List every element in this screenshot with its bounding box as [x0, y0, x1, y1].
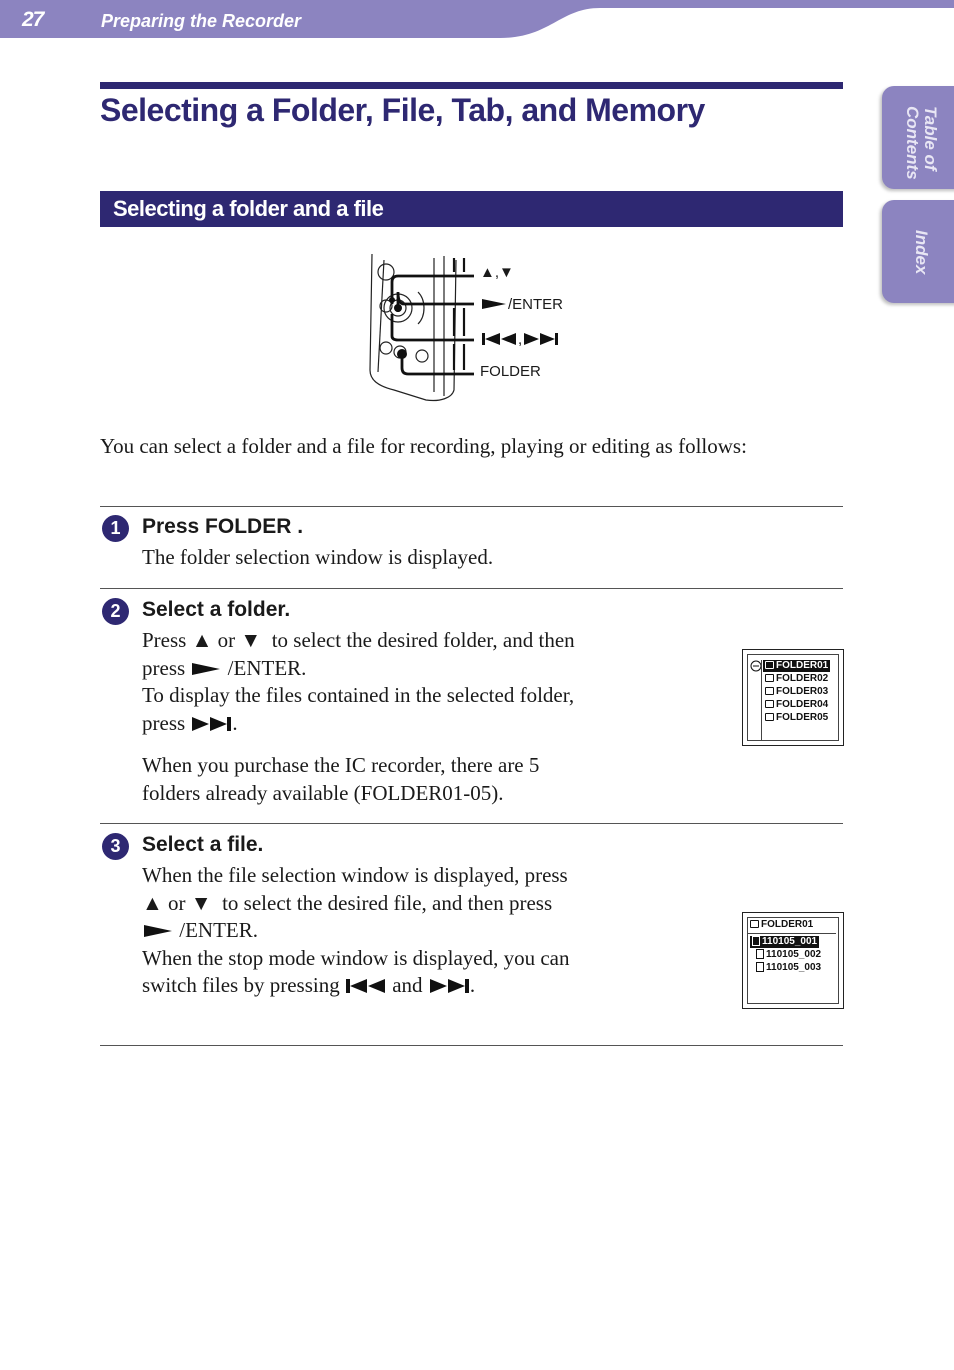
tab-toc-label-line2: Contents — [903, 106, 922, 180]
step-2-line-6: folders already available (FOLDER01-05). — [142, 780, 504, 805]
t: to select the desired file, and then press — [222, 890, 553, 915]
label-skip — [480, 331, 560, 348]
t: Press — [142, 628, 187, 652]
tree-line — [761, 660, 762, 740]
lcd-file-item — [756, 949, 821, 961]
t: /ENTER. — [179, 918, 258, 942]
label-play-enter — [480, 296, 563, 313]
next-track-icon — [190, 716, 232, 732]
lcd-folder-item — [765, 673, 828, 685]
lcd-folder-item — [763, 660, 830, 672]
file-name: 110105_003 — [766, 962, 822, 973]
down-arrow-icon: ▼ — [499, 264, 514, 281]
tab-index[interactable] — [882, 200, 954, 303]
divider-4 — [100, 1045, 843, 1046]
tab-table-of-contents[interactable] — [882, 86, 954, 189]
step-3-line-1: When the file selection window is displayed, press — [142, 863, 568, 887]
step-3-line-5 — [142, 972, 632, 1000]
folder-name: FOLDER01 — [761, 919, 814, 930]
file-name: 110105_001 — [762, 936, 818, 947]
page-header — [0, 0, 954, 40]
step-1-text: The folder selection window is displayed. — [142, 545, 494, 569]
t: and — [392, 973, 423, 997]
step-1-title: Press FOLDER . — [142, 515, 304, 538]
folder-name: FOLDER05 — [776, 712, 829, 723]
tab-toc-label — [903, 106, 939, 180]
step-3-number: 3 — [102, 833, 129, 860]
t: /ENTER. — [227, 655, 307, 680]
divider-1 — [100, 506, 843, 507]
t: or — [168, 890, 186, 915]
step-3-body — [142, 862, 632, 1000]
down-arrow-icon: ▼ — [240, 628, 262, 652]
step-2-line-3: To display the files contained in the selected folder, — [142, 683, 575, 707]
step-3-title: Select a file. — [142, 833, 264, 856]
label-comma: , — [494, 264, 500, 281]
folder-name: FOLDER02 — [776, 673, 829, 684]
step-2-line-2 — [142, 655, 632, 683]
header-section-title: Preparing the Recorder — [101, 11, 302, 31]
step-1-body — [142, 544, 632, 572]
step-3-line-2 — [142, 890, 632, 918]
intro-text: You can select a folder and a file for recording, playing or editing as follows: — [100, 434, 747, 458]
previous-track-icon — [345, 978, 387, 994]
lcd-file-item — [750, 936, 819, 948]
step-2-number: 2 — [102, 598, 129, 625]
step-2-line-1 — [142, 627, 632, 655]
t: or — [217, 628, 236, 652]
play-icon — [190, 661, 222, 677]
section-heading: Selecting a folder and a file — [113, 196, 384, 221]
tab-toc-label-line1: Table of — [921, 106, 940, 171]
t: to select the desired folder, and then — [271, 628, 575, 652]
lcd-folder-item — [765, 699, 828, 711]
folder-name: FOLDER03 — [776, 686, 829, 697]
lcd-file-item — [756, 962, 821, 974]
label-folder: FOLDER — [480, 363, 541, 380]
lcd-folder-item — [765, 712, 828, 724]
header-divider — [748, 933, 836, 934]
page-title: Selecting a Folder, File, Tab, and Memory — [100, 92, 705, 128]
up-arrow-icon: ▲ — [191, 628, 213, 652]
lcd-folder-item — [765, 686, 828, 698]
lcd-file-list — [742, 912, 844, 1009]
previous-track-icon — [480, 332, 518, 346]
t: . — [232, 710, 238, 735]
next-track-icon — [428, 978, 470, 994]
step-2-body — [142, 627, 632, 807]
folder-icon — [765, 674, 774, 682]
play-icon — [480, 297, 508, 311]
divider-2 — [100, 588, 843, 589]
folder-icon — [765, 661, 774, 669]
recorder-illustration — [364, 252, 584, 404]
folder-icon — [765, 700, 774, 708]
lcd-folder-header — [750, 919, 813, 931]
t: press — [142, 710, 186, 735]
folder-name: FOLDER01 — [776, 660, 829, 671]
recorder-drawing — [364, 252, 584, 404]
label-enter-text: /ENTER — [508, 296, 564, 313]
step-3-line-4: When the stop mode window is displayed, you can — [142, 945, 570, 970]
play-icon — [142, 923, 174, 939]
tab-index-label: Index — [912, 230, 931, 275]
divider-3 — [100, 823, 843, 824]
step-1-number: 1 — [102, 515, 129, 542]
t: press — [142, 655, 186, 680]
label-comma-2: , — [518, 331, 523, 348]
page-number: 27 — [22, 8, 44, 31]
file-icon — [756, 962, 764, 972]
file-icon — [752, 936, 760, 946]
section-heading-bar — [100, 191, 843, 227]
up-arrow-icon: ▲ — [142, 890, 163, 915]
t: . — [469, 973, 476, 997]
file-icon — [756, 949, 764, 959]
down-arrow-icon: ▼ — [190, 890, 212, 915]
folder-icon — [765, 713, 774, 721]
folder-icon — [765, 687, 774, 695]
title-rule — [100, 82, 843, 89]
step-2-title: Select a folder. — [142, 598, 291, 621]
t: switch files by pressing — [142, 973, 340, 997]
up-arrow-icon: ▲ — [480, 264, 495, 281]
next-track-icon — [522, 332, 560, 346]
label-up-down — [480, 264, 514, 281]
step-2-line-5: When you purchase the IC recorder, there are 5 — [142, 753, 540, 777]
step-2-line-4 — [142, 710, 632, 738]
file-name: 110105_002 — [766, 949, 822, 960]
folder-name: FOLDER04 — [776, 699, 829, 710]
folder-icon — [750, 920, 759, 928]
lcd-folder-list — [742, 649, 844, 746]
step-3-line-3 — [142, 917, 632, 945]
